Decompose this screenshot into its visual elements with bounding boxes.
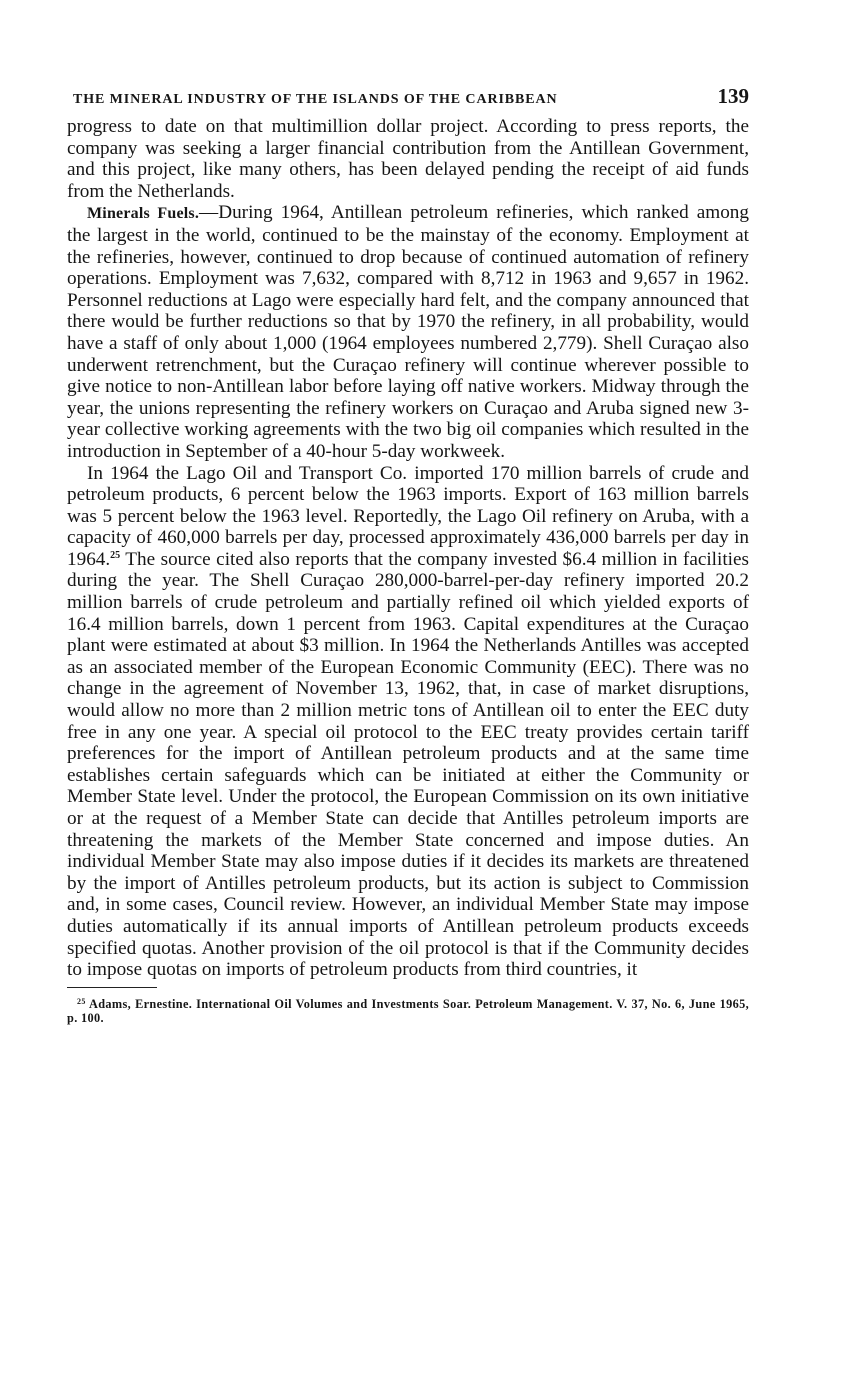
paragraph-mineral-fuels	[67, 202, 749, 462]
document-page	[67, 84, 749, 1025]
running-head: THE MINERAL INDUSTRY OF THE ISLANDS OF THE CARIBBEAN	[73, 92, 558, 107]
page-number: 139	[717, 84, 749, 108]
footnote-number: 25	[77, 996, 86, 1006]
section-run-in-heading: Minerals Fuels.	[87, 205, 200, 223]
paragraph-lago-oil	[67, 463, 749, 981]
footnote-reference[interactable]: 25	[110, 549, 121, 561]
paragraph-text: progress to date on that multimillion dollar project. According to press reports, the company was seeking a larger financial contribution from the Antillean Government, and this project, like many others, has been delayed pending the receipt of aid funds from the Netherlands.	[67, 116, 749, 202]
page-header	[67, 84, 749, 116]
footnote-text: Adams, Ernestine. International Oil Volumes and Investments Soar. Petroleum Management. V. 37, No. 6, June 1965, p. 100.	[67, 996, 749, 1025]
body-text	[67, 116, 749, 981]
paragraph-text: The source cited also reports that the company invested $6.4 million in facilities during the year. The Shell Curaçao 280,000-barrel-per-day refinery imported 20.2 million barrels of crude petroleum and partially refined oil which yielded exports of 16.4 million barrels, down 1 percent from 1963. Capital expenditures at the Curaçao plant were estimated at about $3 million. In 1964 the Netherlands Antilles was accepted as an associated member of the European Economic Community (EEC). There was no change in the agreement of November 13, 1962, that, in case of market disruptions, would allow no more than 2 million metric tons of Antillean oil to enter the EEC duty free in any one year. A special oil protocol to the EEC treaty provides certain tariff preferences for the import of Antillean petroleum products and at the same time establishes certain safeguards which can be initiated at either the Community or Member State level. Under the protocol, the European Commission on its own initiative or at the request of a Member State can decide that Antilles petroleum imports are threatening the markets of the Member State concerned and impose duties. An individual Member State may also impose duties if it decides its markets are threatened by the import of Antilles petroleum products, but its action is subject to Commission and, in some cases, Council review. However, an individual Member State may impose duties automatically if its annual imports of Antillean petroleum products exceeds specified quotas. Another provision of the oil protocol is that if the Community decides to impose quotas on imports of petroleum products from third countries, it	[67, 548, 749, 981]
paragraph-text: In 1964 the Lago Oil and Transport Co. imported 170 million barrels of crude and petroleum products, 6 percent below the 1963 imports. Export of 163 million barrels was 5 percent below the 1963 level. Reportedly, the Lago Oil refinery on Aruba, with a capacity of 460,000 barrels per day, processed approximately 436,000 barrels per day in 1964.	[67, 462, 749, 570]
footnote	[67, 997, 749, 1025]
paragraph-text: —During 1964, Antillean petroleum refineries, which ranked among the largest in the world, continued to be the mainstay of the economy. Employment at the refineries, however, continued to drop because of continued automation of refinery operations. Employment was 7,632, compared with 8,712 in 1963 and 9,657 in 1962. Personnel reductions at Lago were especially hard felt, and the company announced that there would be further reductions so that by 1970 the refinery, in all probability, would have a staff of only about 1,000 (1964 employees numbered 2,779). Shell Curaçao also underwent retrenchment, but the Curaçao refinery will continue wherever possible to give notice to non-Antillean labor before laying off native workers. Midway through the year, the unions representing the refinery workers on Curaçao and Aruba signed new 3-year collective working agreements with the two big oil companies which resulted in the introduction in September of a 40-hour 5-day workweek.	[67, 202, 749, 462]
paragraph-continuation	[67, 116, 749, 202]
footnote-divider	[67, 987, 157, 988]
